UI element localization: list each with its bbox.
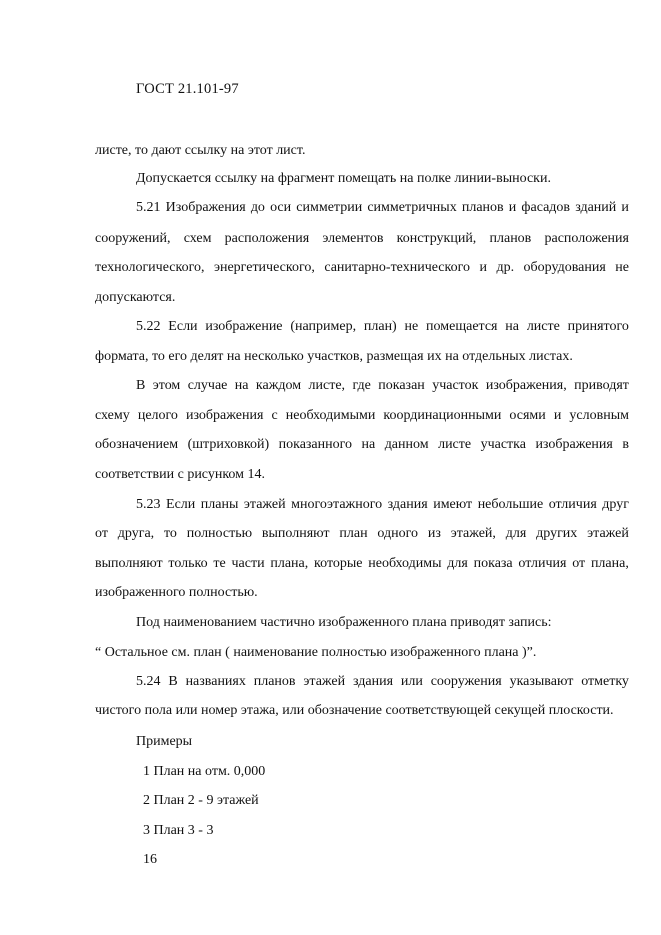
quoted-record-line: “ Остальное см. план ( наименование полностью изображенного плана )”. (95, 645, 537, 660)
example-item: 3 План 3 - 3 (143, 823, 214, 838)
word: на (234, 378, 249, 393)
word: 5.24 (136, 674, 161, 689)
word: симметрии (296, 200, 363, 215)
word: Если (168, 319, 198, 334)
word: других (536, 526, 578, 541)
word: до (250, 200, 265, 215)
word: энергетического, (213, 260, 315, 275)
word: друга, (117, 526, 155, 541)
word: и (508, 200, 517, 215)
word: здания (352, 674, 394, 689)
word: части (231, 556, 265, 571)
text-line: чистого пола или номер этажа, или обозначение соответствующей секущей плоскости. (95, 703, 614, 718)
word: отличия (518, 556, 567, 571)
examples-heading: Примеры (136, 734, 193, 749)
word: изображения (535, 437, 613, 452)
word: случае (187, 378, 228, 393)
word: Изображения (165, 200, 246, 215)
word: необходимыми (285, 408, 376, 423)
word: планов (489, 231, 532, 246)
word: листе, (308, 378, 346, 393)
word: участка (480, 437, 526, 452)
word: необходимы (368, 556, 442, 571)
word: показан (378, 378, 425, 393)
word: оборудования (523, 260, 606, 275)
word: элементов (322, 231, 384, 246)
word: указывают (509, 674, 574, 689)
word: показанного (278, 437, 353, 452)
word: плана, (590, 556, 629, 571)
word: друг (602, 497, 629, 512)
word: данном (384, 437, 429, 452)
word: и (553, 408, 562, 423)
word: 5.22 (136, 319, 161, 334)
word: расположения (224, 231, 310, 246)
word: целого (137, 408, 178, 423)
word: изображения (185, 408, 264, 423)
word: или (400, 674, 423, 689)
word: 5.21 (136, 200, 161, 215)
word: этажей, (450, 526, 496, 541)
word: для (505, 526, 527, 541)
word: условным (569, 408, 629, 423)
word: планов (253, 674, 296, 689)
word: которые (314, 556, 363, 571)
word: план (339, 526, 368, 541)
text-line: допускаются. (95, 290, 176, 305)
word: схему (95, 408, 130, 423)
word: небольшие (477, 497, 544, 512)
word: помещается (426, 319, 498, 334)
word: не (615, 260, 629, 275)
word: этажей (303, 674, 346, 689)
word: отличия (548, 497, 597, 512)
word: план) (363, 319, 397, 334)
word: планы (200, 497, 239, 512)
word: (например, (290, 319, 357, 334)
word: не (404, 319, 419, 334)
word: и (479, 260, 487, 275)
word: Если (166, 497, 196, 512)
word: В (168, 674, 178, 689)
word: из (427, 526, 441, 541)
word: санитарно-технического (324, 260, 471, 275)
word: отметку (581, 674, 629, 689)
word: фасадов (521, 200, 571, 215)
word: приводят (574, 378, 629, 393)
word: названиях (185, 674, 246, 689)
text-line (95, 525, 629, 543)
word: здания (387, 497, 428, 512)
word: те (213, 556, 226, 571)
word: оси (270, 200, 292, 215)
word: многоэтажного (291, 497, 383, 512)
word: этажей (587, 526, 629, 541)
word: для (447, 556, 468, 571)
word: изображение (205, 319, 283, 334)
word: технологического, (95, 260, 205, 275)
word: этажей (243, 497, 286, 512)
word: этом (152, 378, 181, 393)
text-line (95, 259, 629, 277)
page-number: 16 (143, 852, 157, 867)
word: В (136, 378, 146, 393)
word: координационными (383, 408, 502, 423)
word: от (572, 556, 586, 571)
word: сооружений, (95, 231, 171, 246)
word: принятого (567, 319, 629, 334)
word: показа (473, 556, 513, 571)
example-item: 2 План 2 - 9 этажей (143, 793, 259, 808)
word: осями (509, 408, 546, 423)
word: одного (377, 526, 418, 541)
text-line: формата, то его делят на несколько участков, размещая их на отдельных листах. (95, 349, 573, 364)
text-line: Под наименованием частично изображенного плана приводят запись: (136, 615, 552, 630)
word: участок (432, 378, 479, 393)
word: 5.23 (136, 497, 161, 512)
word: изображения, (485, 378, 567, 393)
word: плана, (270, 556, 309, 571)
word: в (622, 437, 629, 452)
text-line (136, 673, 629, 691)
text-line: изображенного полностью. (95, 585, 258, 600)
document-header: ГОСТ 21.101-97 (136, 81, 239, 97)
word: листе (526, 319, 560, 334)
example-item: 1 План на отм. 0,000 (143, 764, 266, 779)
word: от (95, 526, 108, 541)
text-line (95, 555, 629, 573)
text-line (136, 318, 629, 336)
word: на (361, 437, 376, 452)
word: с (271, 408, 278, 423)
word: выполняют (95, 556, 163, 571)
text-line (136, 377, 629, 395)
word: обозначением (95, 437, 179, 452)
word: листе (438, 437, 472, 452)
word: схем (183, 231, 212, 246)
word: конструкций, (396, 231, 477, 246)
word: (штриховкой) (187, 437, 270, 452)
word: где (352, 378, 371, 393)
word: и (621, 200, 629, 215)
text-line (95, 407, 629, 425)
text-line: соответствии с рисунком 14. (95, 467, 266, 482)
word: то (164, 526, 177, 541)
word: расположения (544, 231, 629, 246)
word: каждом (255, 378, 302, 393)
word: сооружения (430, 674, 502, 689)
text-line (136, 496, 629, 514)
word: планов (461, 200, 504, 215)
word: симметричных (367, 200, 457, 215)
text-line (136, 199, 629, 217)
word: имеют (433, 497, 473, 512)
word: выполняют (261, 526, 330, 541)
text-line: Допускается ссылку на фрагмент помещать на полке линии-выноски. (136, 171, 551, 186)
text-line (95, 230, 629, 248)
word: зданий (575, 200, 617, 215)
word: полностью (186, 526, 253, 541)
word: только (168, 556, 208, 571)
word: на (505, 319, 520, 334)
word: др. (496, 260, 515, 275)
text-line: листе, то дают ссылку на этот лист. (95, 143, 306, 158)
text-line (95, 436, 629, 454)
